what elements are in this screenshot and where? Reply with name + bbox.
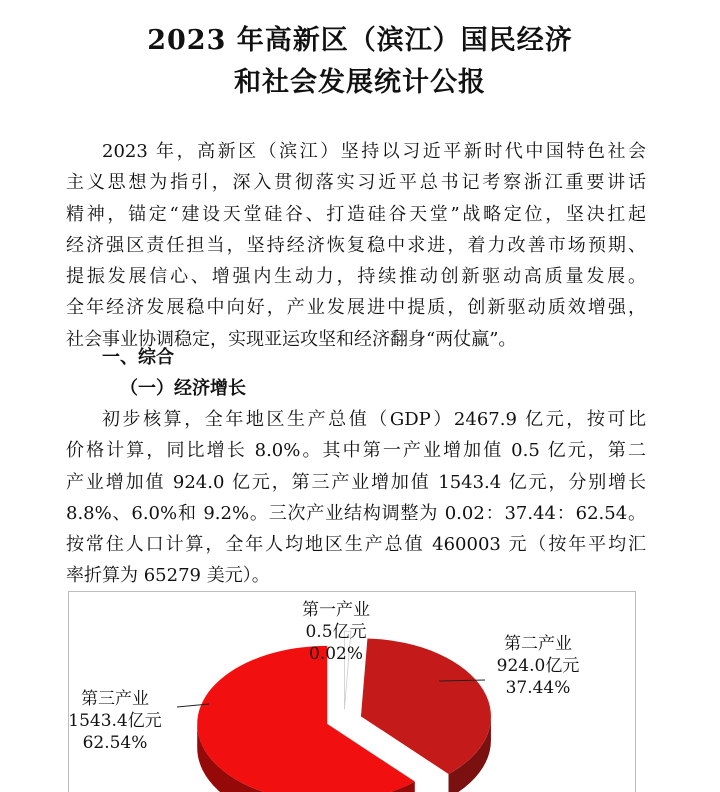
pie-label-primary [286,599,386,665]
pie-label-secondary-pct: 37.44% [505,678,571,698]
gdp-paragraph [66,404,646,592]
subsection-heading: （一）经济增长 [120,378,246,399]
pie-label-tertiary [60,688,170,754]
pie-label-tertiary-value: 1543.4亿元 [68,711,162,731]
pie-label-primary-value: 0.5亿元 [305,622,367,642]
body-line: 8.8%、6.0%和 9.2%。三次产业结构调整为 0.02：37.44：62.54。 [66,502,646,524]
document-title-line-1: 2023 年高新区（滨江）国民经济 [147,25,573,56]
pie-label-tertiary-name: 第三产业 [81,689,149,709]
intro-line: 2023 年，高新区（滨江）坚持以习近平新时代中国特色社会 [102,141,646,162]
intro-paragraph [66,136,646,355]
pie-label-secondary [483,633,593,699]
intro-line: 全年经济发展稳中向好，产业发展进中提质，创新驱动质效增强， [66,297,646,319]
intro-line: 精神，锚定“建设天堂硅谷、打造硅谷天堂”战略定位，坚决扛起 [66,203,646,225]
pie-label-tertiary-pct: 62.54% [82,733,148,753]
intro-line: 社会事业协调稳定，实现亚运攻坚和经济翻身“两仗赢”。 [66,328,517,350]
pie-label-primary-pct: 0.02% [308,644,363,664]
intro-line: 经济强区责任担当，坚持经济恢复稳中求进，着力改善市场预期、 [66,234,646,256]
body-line: 率折算为 65279 美元）。 [66,565,270,587]
intro-line: 提振发展信心、增强内生动力，持续推动创新驱动高质量发展。 [66,266,646,288]
document-title-line-2: 和社会发展统计公报 [234,67,486,98]
body-line: 价格计算，同比增长 8.0%。其中第一产业增加值 0.5 亿元，第二 [66,440,646,462]
body-line: 产业增加值 924.0 亿元，第三产业增加值 1543.4 亿元，分别增长 [66,471,646,493]
pie-label-secondary-value: 924.0亿元 [496,656,580,676]
body-line: 按常住人口计算，全年人均地区生产总值 460003 元（按年平均汇 [66,534,646,556]
body-line: 初步核算，全年地区生产总值（GDP）2467.9 亿元，按可比 [102,409,646,430]
section-heading: 一、综合 [102,347,174,368]
pie-label-secondary-name: 第二产业 [504,634,572,654]
intro-line: 主义思想为指引，深入贯彻落实习近平总书记考察浙江重要讲话 [66,172,646,194]
pie-label-primary-name: 第一产业 [302,600,370,620]
